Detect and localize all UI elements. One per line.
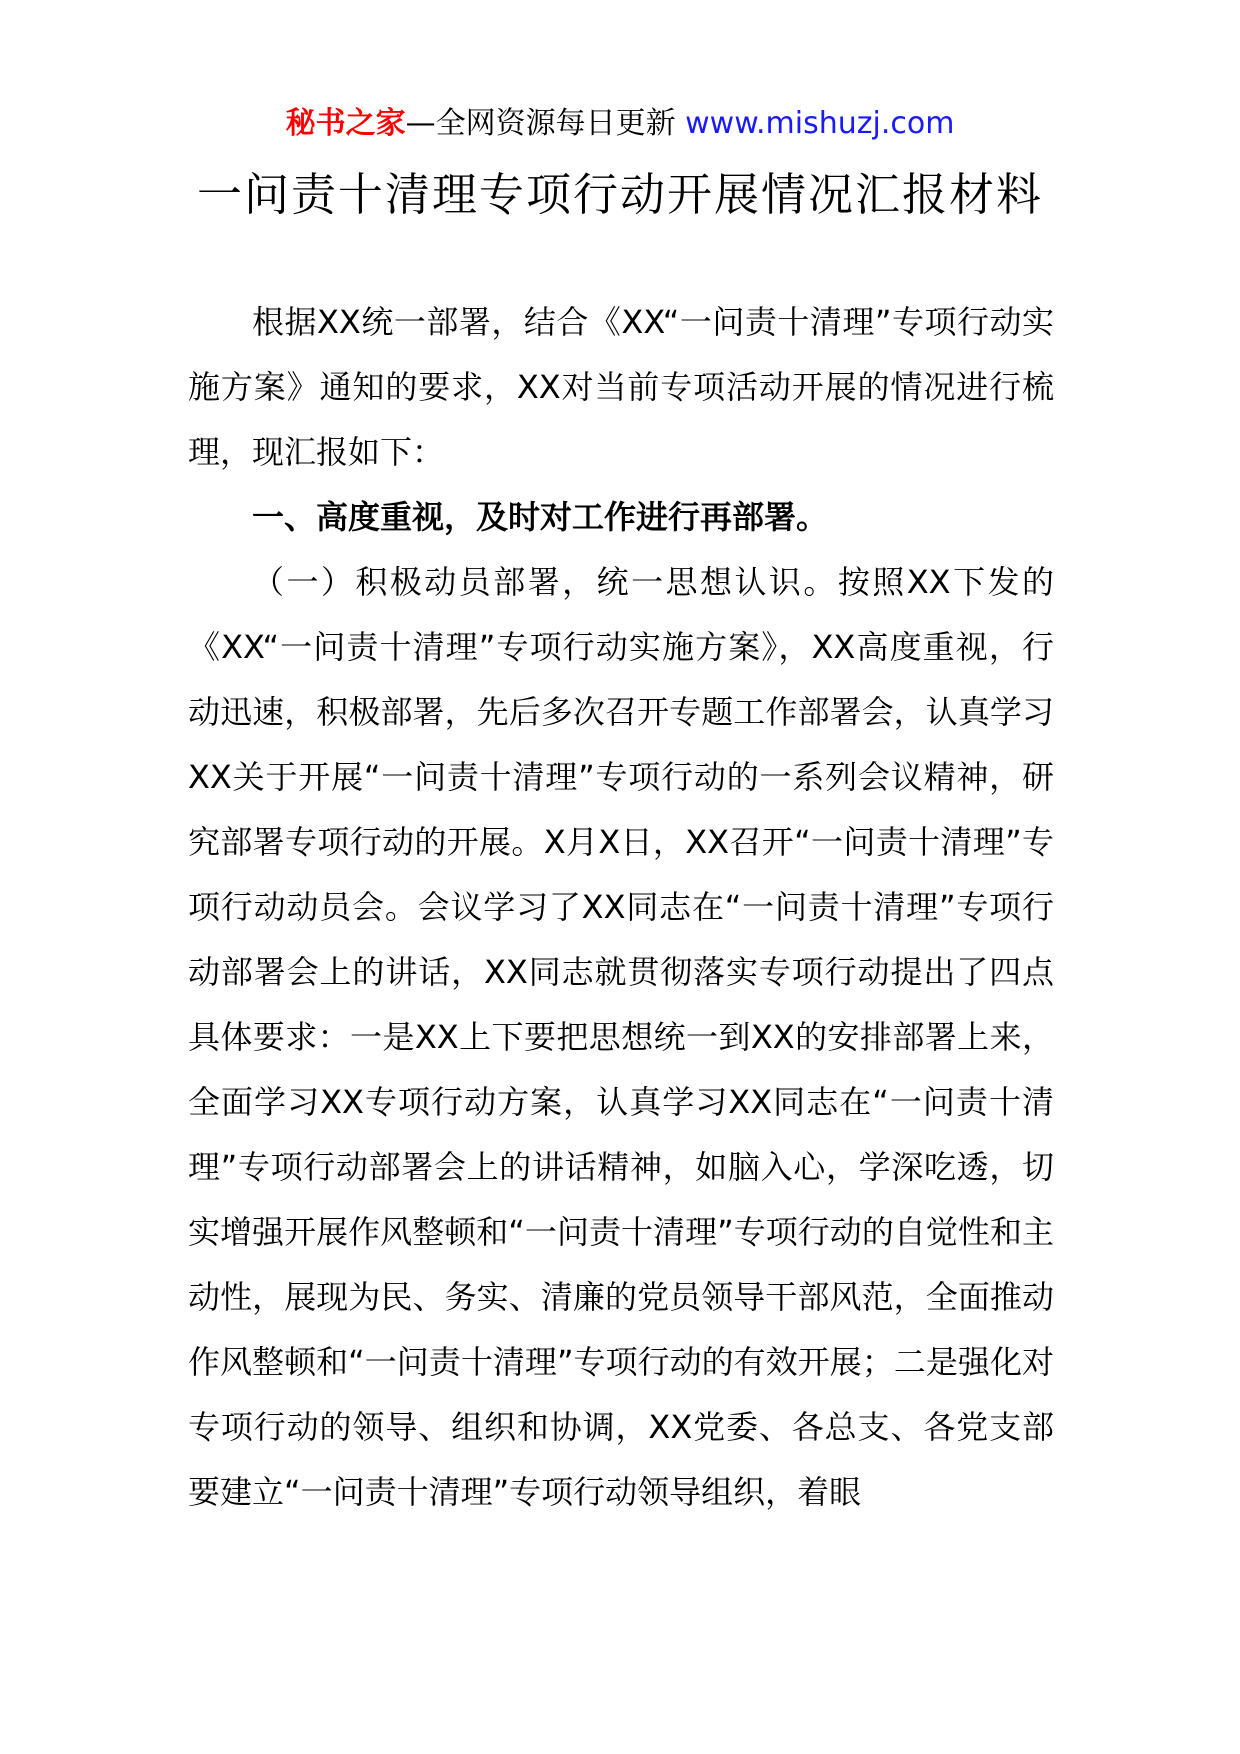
subsection-paragraph-1: （一）积极动员部署，统一思想认识。按照XX下发的《XX“一问责十清理”专项行动实施方案》，XX高度重视，行动迅速，积极部署，先后多次召开专题工作部署会，认真学习XX关于开展“一问责十清理”专项行动的一系列会议精神，研究部署专项行动的开展。X月X日，XX召开“一问责十清理”专项行动动员会。会议学习了XX同志在“一问责十清理”专项行动部署会上的讲话，XX同志就贯彻落实专项行动提出了四点具体要求：一是XX上下要把思想统一到XX的安排部署上来，全面学习XX专项行动方案，认真学习XX同志在“一问责十清理”专项行动部署会上的讲话精神，如脑入心，学深吃透，切实增强开展作风整顿和“一问责十清理”专项行动的自觉性和主动性，展现为民、务实、清廉的党员领导干部风范，全面推动作风整顿和“一问责十清理”专项行动的有效开展；二是强化对专项行动的领导、组织和协调，XX党委、各总支、各党支部要建立“一问责十清理”专项行动领导组织，着眼 [188,563,1054,1511]
site-slogan: —全网资源每日更新 [405,106,686,141]
intro-paragraph: 根据XX统一部署，结合《XX“一问责十清理”专项行动实施方案》通知的要求，XX对当前专项活动开展的情况进行梳理，现汇报如下： [188,303,1054,471]
site-url-link[interactable]: www.mishuzj.com [685,106,955,141]
document-title: 一问责十清理专项行动开展情况汇报材料 [196,168,1043,221]
document-body [188,290,1054,1525]
section-heading-1: 一、高度重视，及时对工作进行再部署。 [252,498,829,536]
brand-name: 秘书之家 [285,106,406,141]
site-header [0,104,1240,144]
